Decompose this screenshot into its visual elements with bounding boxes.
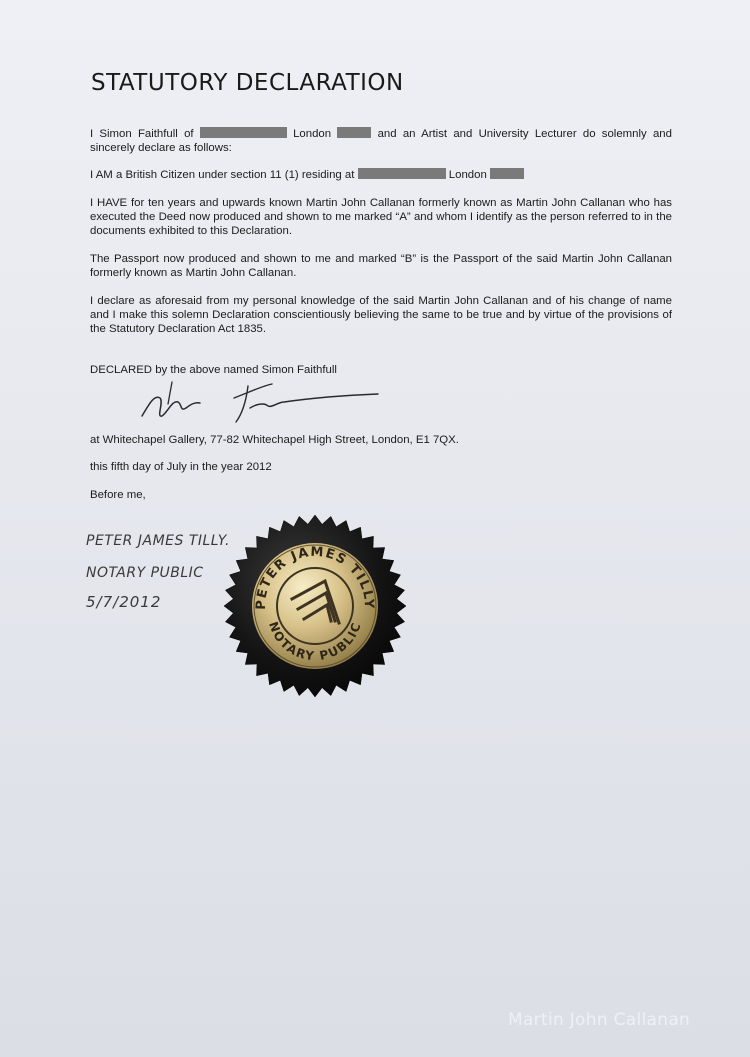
paragraph-acquaintance: I HAVE for ten years and upwards known Martin John Callanan formerly known as Martin John Callanan who has executed the Deed now produced and shown to me marked “A” and whom I identify as the person referred to in the documents exhibited to this Declaration. (90, 197, 672, 237)
declared-line: DECLARED by the above named Simon Faithfull (90, 364, 337, 376)
paragraph-declarant (90, 127, 672, 155)
date-line: this fifth day of July in the year 2012 (90, 461, 272, 473)
paragraph-declaration: I declare as aforesaid from my personal knowledge of the said Martin John Callanan and of his change of name and I make this solemn Declaration conscientiously believing the same to be true and by virtue of the provisions of the Statutory Declaration Act 1835. (90, 295, 672, 335)
notary-seal-icon (222, 513, 408, 699)
notary-title: NOTARY PUBLIC (86, 565, 204, 581)
declarant-city: London (293, 128, 332, 140)
document-title: STATUTORY DECLARATION (91, 70, 404, 96)
citizenship-text: I AM a British Citizen under section 11 (1) residing at (90, 169, 355, 181)
redacted-residence (358, 168, 446, 179)
before-me-line: Before me, (90, 489, 146, 501)
signature (138, 372, 388, 427)
watermark: Martin John Callanan (508, 1010, 691, 1030)
notary-date: 5/7/2012 (86, 593, 162, 611)
notary-handwriting (84, 525, 234, 615)
notary-name: PETER JAMES TILLY. (86, 533, 230, 549)
redacted-residence-postcode (490, 168, 524, 179)
seal-top-text: PETER JAMES TILLY (253, 544, 377, 611)
redacted-address (200, 127, 287, 138)
paragraph-passport: The Passport now produced and shown to me and marked “B” is the Passport of the said Martin John Callanan formerly known as Martin John Callanan. (90, 253, 672, 279)
location-line: at Whitechapel Gallery, 77-82 Whitechapel High Street, London, E1 7QX. (90, 434, 459, 446)
declarant-text: I Simon Faithfull of (90, 128, 194, 140)
paragraph-citizenship (90, 168, 672, 182)
redacted-postcode (337, 127, 371, 138)
residence-city: London (448, 169, 487, 181)
seal-bottom-text: NOTARY PUBLIC (266, 619, 364, 664)
declarant-occupation: and an Artist and University Lecturer do solemnly and sincerely declare as follows: (90, 128, 672, 154)
